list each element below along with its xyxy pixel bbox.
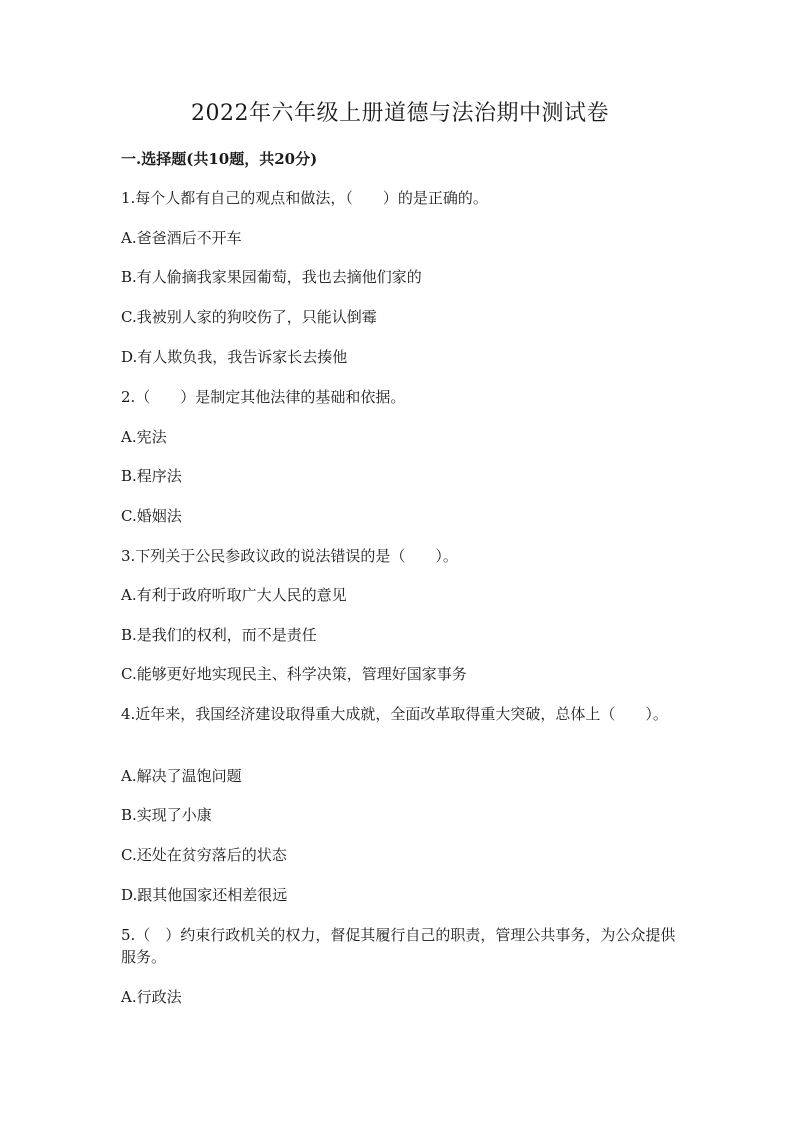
question-4-option-c: C.还处在贫穷落后的状态 xyxy=(121,846,287,864)
question-4-option-b: B.实现了小康 xyxy=(121,806,212,824)
section-heading: 一.选择题(共10题，共20分) xyxy=(121,150,318,168)
question-4-stem: 4.近年来，我国经济建设取得重大成就，全面改革取得重大突破，总体上（ ）。 xyxy=(121,705,668,723)
question-1-stem: 1.每个人都有自己的观点和做法，（ ）的是正确的。 xyxy=(121,189,488,207)
page-title: 2022年六年级上册道德与法治期中测试卷 xyxy=(191,101,609,126)
question-4-option-d: D.跟其他国家还相差很远 xyxy=(121,886,288,904)
question-1-option-b: B.有人偷摘我家果园葡萄，我也去摘他们家的 xyxy=(121,268,422,286)
question-2-stem: 2.（ ）是制定其他法律的基础和依据。 xyxy=(121,388,406,406)
question-1-option-c: C.我被别人家的狗咬伤了，只能认倒霉 xyxy=(121,308,377,326)
question-3-stem: 3.下列关于公民参政议政的说法错误的是（ ）。 xyxy=(121,547,458,565)
question-3-option-b: B.是我们的权利，而不是责任 xyxy=(121,626,317,644)
question-5-option-a: A.行政法 xyxy=(121,988,182,1006)
question-4-option-a: A.解决了温饱问题 xyxy=(121,767,242,785)
question-1-option-d: D.有人欺负我，我告诉家长去揍他 xyxy=(121,348,348,366)
question-5-stem: 5.（ ）约束行政机关的权力，督促其履行自己的职责，管理公共事务，为公众提供服务。 xyxy=(121,926,676,966)
question-2-option-b: B.程序法 xyxy=(121,467,182,485)
question-3-option-c: C.能够更好地实现民主、科学决策，管理好国家事务 xyxy=(121,665,467,683)
question-2-option-c: C.婚姻法 xyxy=(121,507,182,525)
question-1-option-a: A.爸爸酒后不开车 xyxy=(121,229,242,247)
question-2-option-a: A.宪法 xyxy=(121,428,167,446)
question-3-option-a: A.有利于政府听取广大人民的意见 xyxy=(121,586,347,604)
